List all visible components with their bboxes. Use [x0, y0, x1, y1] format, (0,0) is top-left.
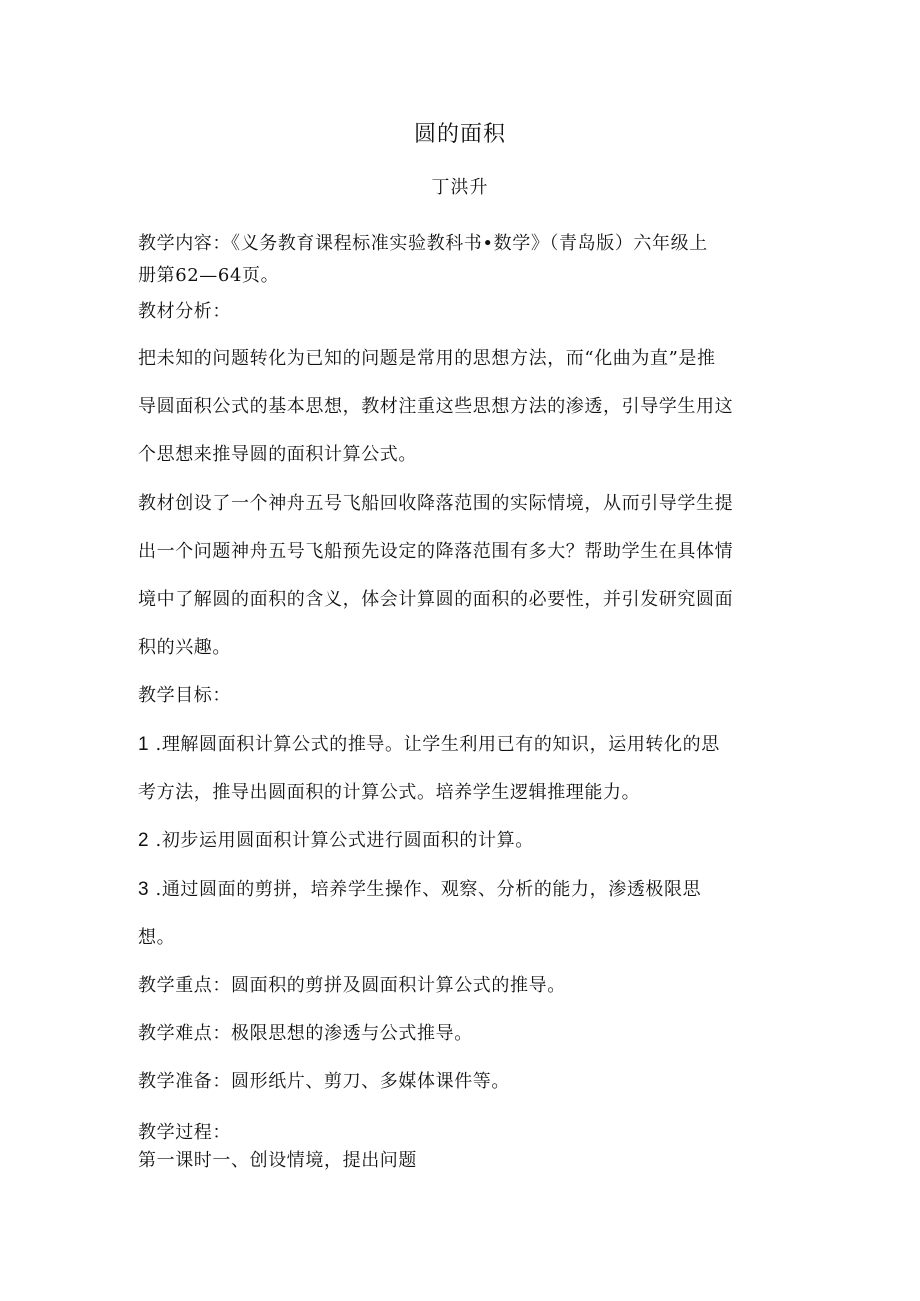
process-line-1: 第一课时一、创设情境，提出问题	[138, 1150, 417, 1171]
analysis-paragraph-2-line: 出一个问题神舟五号飞船预先设定的降落范围有多大？帮助学生在具体情	[138, 541, 734, 562]
goal-3-line-2: 想。	[138, 927, 176, 948]
process-heading: 教学过程：	[138, 1122, 231, 1143]
goal-3-text: .通过圆面的剪拼，培养学生操作、观察、分析的能力，渗透极限思	[155, 879, 702, 900]
analysis-paragraph-2-line: 境中了解圆的面积的含义，体会计算圆的面积的必要性，并引发研究圆面	[138, 589, 734, 610]
goal-1-line-1	[138, 731, 788, 759]
goal-1-line-2: 考方法，推导出圆面积的计算公式。培养学生逻辑推理能力。	[138, 782, 641, 803]
goals-heading: 教学目标：	[138, 685, 231, 706]
analysis-paragraph-1-line: 个思想来推导圆的面积计算公式。	[138, 444, 417, 465]
goal-3-number: 3	[138, 879, 150, 900]
goal-3-line-1	[138, 876, 788, 904]
analysis-paragraph-2-line: 积的兴趣。	[138, 637, 231, 658]
key-point: 教学重点：圆面积的剪拼及圆面积计算公式的推导。	[138, 975, 566, 996]
difficulty: 教学难点：极限思想的渗透与公式推导。	[138, 1023, 473, 1044]
teaching-content-line-2: 册第62—64页。	[138, 265, 280, 286]
document-author: 丁洪升	[431, 177, 489, 198]
goal-2-text: .初步运用圆面积计算公式进行圆面积的计算。	[155, 830, 534, 851]
analysis-paragraph-1-line: 导圆面积公式的基本思想，教材注重这些思想方法的渗透，引导学生用这	[138, 396, 734, 417]
analysis-paragraph-2-line: 教材创设了一个神舟五号飞船回收降落范围的实际情境，从而引导学生提	[138, 493, 734, 514]
document-title: 圆的面积	[413, 122, 506, 147]
goal-1-text: .理解圆面积计算公式的推导。让学生利用已有的知识，运用转化的思	[155, 734, 720, 755]
analysis-heading: 教材分析：	[138, 301, 231, 322]
goal-2-line	[138, 827, 788, 855]
goal-2-number: 2	[138, 830, 150, 851]
analysis-paragraph-1-line: 把未知的问题转化为已知的问题是常用的思想方法，而“化曲为直”是推	[138, 348, 716, 369]
teaching-content-line-1: 教学内容：《义务教育课程标准实验教科书•数学》（青岛版）六年级上	[138, 233, 708, 254]
goal-1-number: 1	[138, 734, 150, 755]
preparation: 教学准备：圆形纸片、剪刀、多媒体课件等。	[138, 1071, 510, 1092]
